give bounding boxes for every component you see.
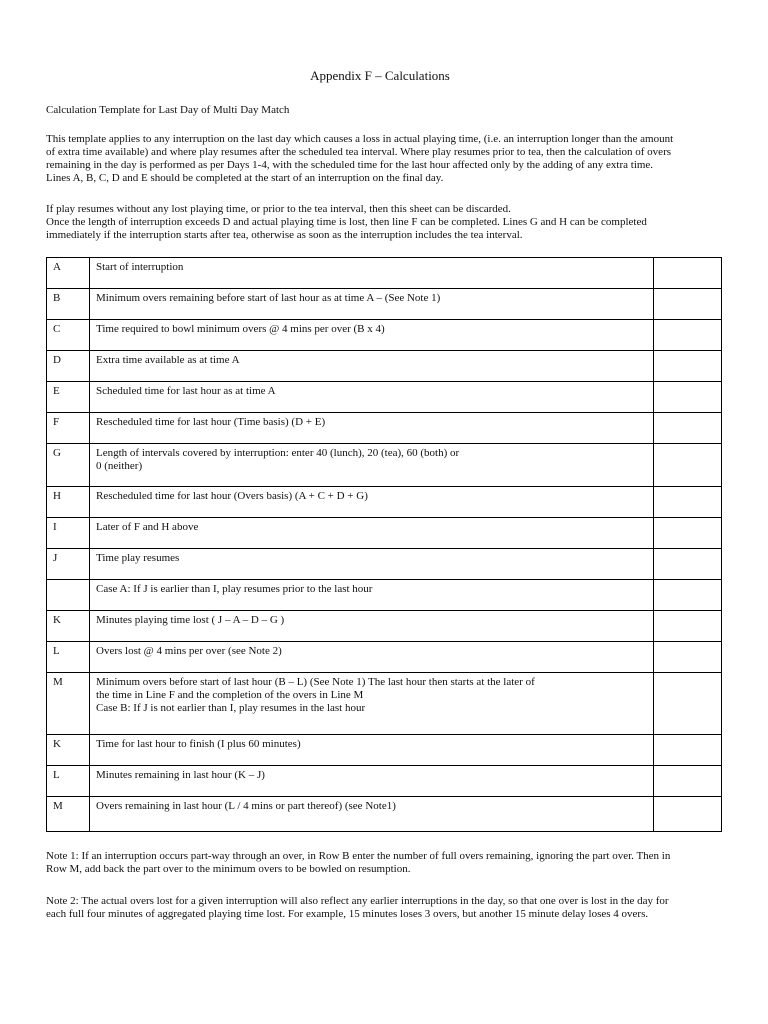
row-description-line: Rescheduled time for last hour (Overs basis) (A + C + D + G)	[96, 490, 368, 502]
value-cell[interactable]	[654, 413, 722, 444]
row-description-line: Case A: If J is earlier than I, play resumes prior to the last hour	[96, 583, 373, 595]
calc-row	[47, 766, 722, 797]
row-description	[90, 518, 654, 549]
row-description-line: 0 (neither)	[96, 460, 143, 472]
row-code: D	[47, 351, 90, 382]
value-cell[interactable]	[654, 735, 722, 766]
value-cell[interactable]	[654, 673, 722, 735]
row-description	[90, 766, 654, 797]
row-description-line: Time for last hour to finish (I plus 60 minutes)	[96, 738, 301, 750]
paragraph-line: If play resumes without any lost playing time, or prior to the tea interval, then this sheet can be discarded.	[46, 203, 511, 215]
paragraph-line: immediately if the interruption starts after tea, otherwise as soon as the interruption includes the tea interval.	[46, 229, 523, 241]
value-cell[interactable]	[654, 766, 722, 797]
value-cell[interactable]	[654, 549, 722, 580]
value-cell[interactable]	[654, 518, 722, 549]
row-description-line: Minimum overs remaining before start of last hour as at time A – (See Note 1)	[96, 292, 441, 304]
rules-paragraph	[46, 203, 714, 242]
calc-row	[47, 351, 722, 382]
paragraph-line: This template applies to any interruption on the last day which causes a loss in actual playing time, (i.e. an interruption longer than the amount	[46, 133, 674, 145]
note-1	[46, 850, 714, 876]
calc-row	[47, 382, 722, 413]
calc-row	[47, 735, 722, 766]
row-description	[90, 797, 654, 832]
paragraph-line: Once the length of interruption exceeds D and actual playing time is lost, then line F can be completed. Lines G and H can be completed	[46, 216, 647, 228]
paragraph-line: Lines A, B, C, D and E should be completed at the start of an interruption on the final day.	[46, 172, 444, 184]
row-code: K	[47, 735, 90, 766]
value-cell[interactable]	[654, 444, 722, 487]
note-2	[46, 895, 714, 921]
row-description-line: Case B: If J is not earlier than I, play resumes in the last hour	[96, 702, 366, 714]
calc-row	[47, 580, 722, 611]
row-code: I	[47, 518, 90, 549]
calc-row	[47, 320, 722, 351]
row-description	[90, 413, 654, 444]
calc-row	[47, 444, 722, 487]
row-description	[90, 258, 654, 289]
row-code	[47, 580, 90, 611]
row-description	[90, 351, 654, 382]
value-cell[interactable]	[654, 642, 722, 673]
page-title: Appendix F – Calculations	[310, 68, 450, 83]
paragraph-line: each full four minutes of aggregated playing time lost. For example, 15 minutes loses 3 overs, but another 15 minute delay loses 4 overs.	[46, 908, 649, 920]
intro-paragraph	[46, 133, 714, 185]
row-description-line: Time play resumes	[96, 552, 180, 564]
paragraph-line: Note 1: If an interruption occurs part-way through an over, in Row B enter the number of full overs remaining, ignoring the part over. Then in	[46, 850, 671, 862]
calc-row	[47, 642, 722, 673]
row-description-line: the time in Line F and the completion of the overs in Line M	[96, 689, 364, 701]
value-cell[interactable]	[654, 258, 722, 289]
row-description-line: Later of F and H above	[96, 521, 199, 533]
value-cell[interactable]	[654, 289, 722, 320]
row-description	[90, 487, 654, 518]
row-description-line: Overs remaining in last hour (L / 4 mins or part thereof) (see Note1)	[96, 800, 396, 812]
value-cell[interactable]	[654, 797, 722, 832]
paragraph-line: of extra time available) and where play resumes after the scheduled tea interval. Where play resumes prior to tea, then the calculation of overs	[46, 146, 672, 158]
row-description	[90, 611, 654, 642]
calc-row	[47, 549, 722, 580]
row-description-line: Time required to bowl minimum overs @ 4 mins per over (B x 4)	[96, 323, 385, 335]
paragraph-line: Note 2: The actual overs lost for a given interruption will also reflect any earlier interruptions in the day, so that one over is lost in the day for	[46, 895, 669, 907]
calc-row	[47, 797, 722, 832]
row-code: H	[47, 487, 90, 518]
row-code: G	[47, 444, 90, 487]
template-subtitle: Calculation Template for Last Day of Multi Day Match	[46, 104, 290, 116]
calc-row	[47, 258, 722, 289]
row-description	[90, 549, 654, 580]
row-description	[90, 642, 654, 673]
value-cell[interactable]	[654, 351, 722, 382]
row-code: A	[47, 258, 90, 289]
row-code: E	[47, 382, 90, 413]
calc-row	[47, 413, 722, 444]
row-description-line: Extra time available as at time A	[96, 354, 240, 366]
row-description-line: Scheduled time for last hour as at time A	[96, 385, 276, 397]
row-description-line: Overs lost @ 4 mins per over (see Note 2)	[96, 645, 282, 657]
row-code: F	[47, 413, 90, 444]
calc-row	[47, 611, 722, 642]
row-code: L	[47, 642, 90, 673]
calc-row	[47, 518, 722, 549]
row-code: B	[47, 289, 90, 320]
row-description	[90, 735, 654, 766]
row-description-line: Start of interruption	[96, 261, 184, 273]
row-code: L	[47, 766, 90, 797]
paragraph-line: remaining in the day is performed as per Days 1-4, with the scheduled time for the last hour affected only by the adding of any extra time.	[46, 159, 654, 171]
row-description	[90, 580, 654, 611]
value-cell[interactable]	[654, 487, 722, 518]
row-description-line: Minimum overs before start of last hour (B – L) (See Note 1) The last hour then starts at the later of	[96, 676, 535, 688]
row-description	[90, 320, 654, 351]
row-code: M	[47, 797, 90, 832]
row-description	[90, 382, 654, 413]
row-description	[90, 444, 654, 487]
row-code: M	[47, 673, 90, 735]
value-cell[interactable]	[654, 611, 722, 642]
calc-row	[47, 673, 722, 735]
row-code: J	[47, 549, 90, 580]
value-cell[interactable]	[654, 580, 722, 611]
value-cell[interactable]	[654, 382, 722, 413]
row-description	[90, 673, 654, 735]
paragraph-line: Row M, add back the part over to the minimum overs to be bowled on resumption.	[46, 863, 411, 875]
row-code: C	[47, 320, 90, 351]
row-description-line: Minutes remaining in last hour (K – J)	[96, 769, 265, 781]
row-description-line: Length of intervals covered by interruption: enter 40 (lunch), 20 (tea), 60 (both) or	[96, 447, 460, 459]
calc-row	[47, 487, 722, 518]
calculation-table	[46, 257, 722, 832]
row-code: K	[47, 611, 90, 642]
calc-row	[47, 289, 722, 320]
row-description-line: Rescheduled time for last hour (Time basis) (D + E)	[96, 416, 326, 428]
row-description-line: Minutes playing time lost ( J – A – D – G )	[96, 614, 285, 626]
value-cell[interactable]	[654, 320, 722, 351]
calculation-table-body	[47, 258, 722, 832]
row-description	[90, 289, 654, 320]
